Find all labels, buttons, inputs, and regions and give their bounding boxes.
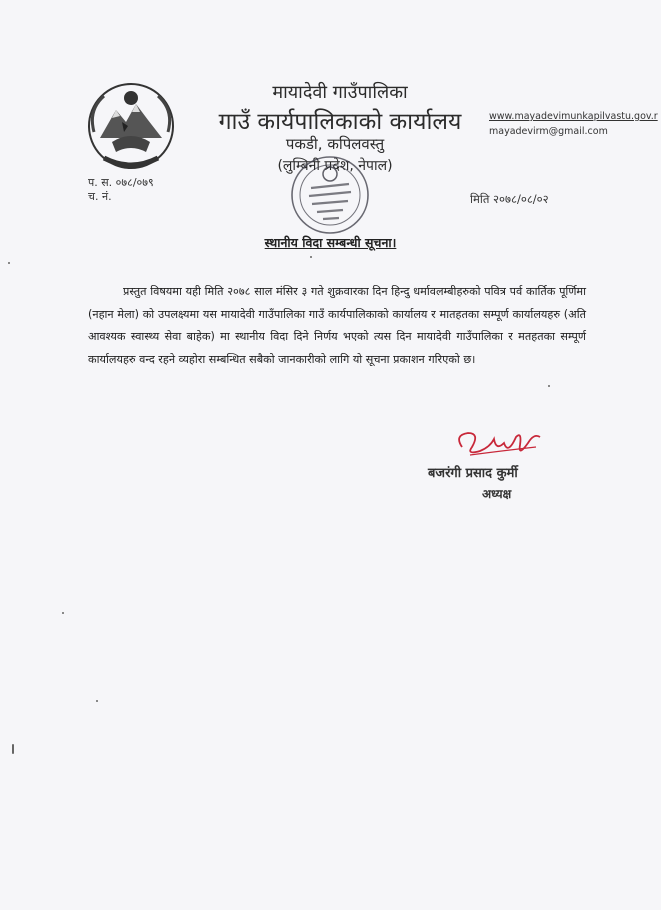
- dispatch-number: च. नं.: [88, 190, 112, 203]
- scan-speck: [12, 744, 14, 754]
- signatory-name: बजरंगी प्रसाद कुर्मी: [428, 466, 518, 481]
- email-address: mayadevirm@gmail.com: [489, 126, 608, 137]
- website-link[interactable]: www.mayadevimunkapilvastu.gov.r: [489, 111, 658, 122]
- scan-speck: [548, 385, 550, 387]
- notice-body: [88, 281, 586, 371]
- scan-speck: [310, 256, 312, 258]
- province-country: (लुम्बिनी प्रदेश, नेपाल): [277, 158, 393, 174]
- notice-subject: स्थानीय विदा सम्बन्धी सूचना।: [264, 235, 397, 250]
- scan-speck: [96, 700, 98, 702]
- reference-number: प. स. ०७८/०७९: [88, 176, 154, 189]
- office-title: गाउँ कार्यपालिकाको कार्यालय: [218, 109, 462, 135]
- office-stamp-icon: [285, 150, 375, 240]
- notice-paragraph: प्रस्तुत विषयमा यही मिति २०७८ साल मंसिर ३ गते शुक्रवारका दिन हिन्दु धर्मावलम्बीहरुको पवित्र पर्व कार्तिक पूर्णिमा (नहान मेला) को उपलक्ष्यमा यस मायादेवी गाउँपालिका गाउँ कार्यपालिकाको कार्यालय र मातहतका सम्पूर्ण कार्यालयहरु (अति आवश्यक स्वास्थ्य सेवा बाहेक) मा स्थानीय विदा दिने निर्णय भएको त्यस दिन मायादेवी गाउँपालिका र मतहतका सम्पूर्ण कार्यालयहरु वन्द रहने व्यहोरा सम्बन्धित सबैको जानकारीको लागि यो सूचना प्रकाशन गरिएको छ।: [88, 285, 586, 366]
- scan-speck: [62, 612, 64, 614]
- scan-speck: [8, 262, 10, 264]
- municipality-name: मायादेवी गाउँपालिका: [272, 82, 408, 103]
- nepal-emblem-icon: [82, 80, 180, 172]
- office-location: पकडी, कपिलवस्तु: [285, 135, 385, 153]
- signatory-title: अध्यक्ष: [482, 487, 512, 501]
- issue-date: मिति २०७८/०८/०२: [470, 192, 549, 206]
